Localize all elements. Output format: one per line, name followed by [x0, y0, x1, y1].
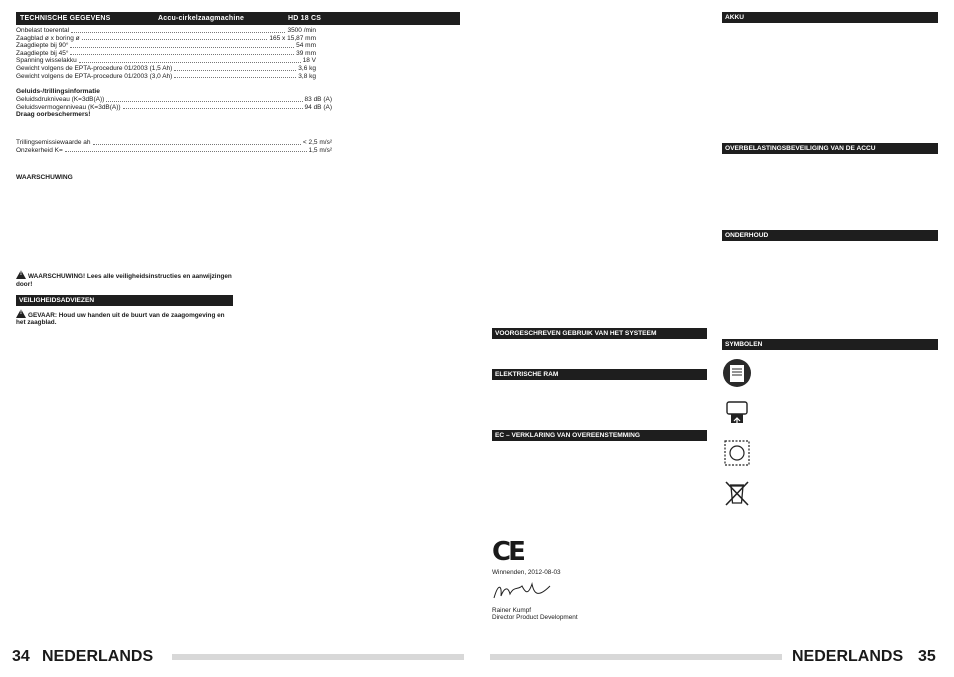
- read-manual-icon: [722, 358, 752, 388]
- dot-leader: [174, 65, 296, 71]
- ear-protection-note: Draag oorbeschermers!: [16, 111, 91, 119]
- symbol-weee: [722, 478, 938, 508]
- technical-data-table: [16, 12, 460, 80]
- vibration-label: Onzekerheid K=: [16, 146, 63, 154]
- footer-left: [12, 648, 464, 666]
- symbol-read-manual: [722, 358, 938, 388]
- dot-leader: [174, 73, 296, 79]
- warning-triangle-icon: [16, 270, 26, 279]
- dot-leader: [106, 96, 302, 102]
- section-overload: OVERBELASTINGSBEVEILIGING VAN DE ACCU: [722, 143, 938, 154]
- spec-label: Zaagdiepte bij 45°: [16, 49, 69, 57]
- spec-row: [16, 73, 316, 81]
- spec-value: 3500 /min: [287, 27, 316, 34]
- column-1: [16, 84, 332, 330]
- dot-leader: [82, 35, 268, 41]
- warning-paragraph: !WAARSCHUWING! Lees alle veiligheidsinstructies en aanwijzingen door!: [16, 270, 233, 288]
- page-number-right: 35: [918, 648, 936, 665]
- warning-heading: WAARSCHUWING: [16, 174, 73, 182]
- spec-row: [16, 57, 316, 65]
- section-safety: VEILIGHEIDSADVIEZEN: [16, 295, 233, 306]
- section-symbols: SYMBOLEN: [722, 339, 938, 350]
- dot-leader: [65, 147, 307, 153]
- accessory-icon: [722, 438, 752, 468]
- spec-value: 18 V: [302, 57, 316, 65]
- spec-value: 54 mm: [296, 42, 316, 50]
- product-type: Accu-cirkelzaagmachine: [158, 15, 245, 22]
- footer-rule-left: [172, 654, 464, 660]
- signatory-role: Director Product Development: [492, 614, 578, 622]
- language-label-left: NEDERLANDS: [42, 648, 154, 665]
- spec-value: 3,8 kg: [298, 72, 316, 80]
- crossed-bin-icon: [722, 478, 752, 508]
- technical-data-title: TECHNISCHE GEGEVENS: [20, 15, 111, 22]
- language-label-right: NEDERLANDS: [792, 648, 904, 665]
- dot-leader: [70, 42, 294, 48]
- vibration-row: [16, 147, 332, 155]
- dot-leader: [93, 139, 301, 145]
- ce-mark: CE: [492, 537, 523, 567]
- noise-label: Geluidsvermogenniveau (K=3dB(A)): [16, 103, 121, 111]
- symbols-list: [722, 358, 938, 508]
- spec-row: [16, 50, 316, 58]
- spec-value: 3,6 kg: [298, 64, 316, 72]
- spec-label: Gewicht volgens de EPTA-procedure 01/2003 (3,0 Ah): [16, 72, 173, 80]
- declaration-place-date: Winnenden, 2012-08-03: [492, 569, 561, 576]
- technical-data-rows: [16, 25, 316, 80]
- page-number-left: 34: [12, 648, 30, 665]
- spec-label: Zaagblad ø x boring ø: [16, 34, 80, 42]
- spec-row: [16, 42, 316, 50]
- spec-label: Spanning wisselakku: [16, 57, 77, 65]
- spec-label: Onbelast toerental: [16, 27, 70, 34]
- vibration-rows: [16, 139, 332, 154]
- section-intended-use: VOORGESCHREVEN GEBRUIK VAN HET SYSTEEM: [492, 328, 707, 339]
- section-battery: AKKU: [722, 12, 938, 23]
- noise-label: Geluidsdrukniveau (K=3dB(A)): [16, 96, 105, 103]
- danger-triangle-icon: [16, 309, 26, 318]
- symbol-remove-battery: [722, 398, 938, 428]
- dot-leader: [70, 50, 294, 56]
- spec-value: 165 x 15,87 mm: [269, 34, 316, 42]
- danger-paragraph: !GEVAAR: Houd uw handen uit de buurt van de zaagomgeving en het zaagblad.: [16, 309, 233, 327]
- noise-value: 83 dB (A): [304, 96, 332, 103]
- noise-rows: [16, 96, 332, 111]
- spec-label: Zaagdiepte bij 90°: [16, 42, 69, 50]
- spec-value: 39 mm: [296, 49, 316, 57]
- spec-row: [16, 65, 316, 73]
- section-ec-declaration: EC – VERKLARING VAN OVEREENSTEMMING: [492, 430, 707, 441]
- spec-label: Gewicht volgens de EPTA-procedure 01/2003 (1,5 Ah): [16, 64, 173, 72]
- remove-battery-icon: [722, 398, 752, 428]
- technical-data-header: [16, 12, 460, 25]
- noise-heading: Geluids-/trillingsinformatie: [16, 88, 100, 95]
- vibration-value: < 2,5 m/s²: [302, 139, 332, 147]
- column-3: [492, 12, 707, 622]
- noise-row: [16, 96, 332, 104]
- symbol-accessory: [722, 438, 938, 468]
- vibration-row: [16, 139, 332, 147]
- vibration-label: Trillingsemissiewaarde ah: [16, 139, 91, 147]
- vibration-value: 1,5 m/s²: [308, 146, 332, 154]
- signature-image: [492, 580, 552, 602]
- noise-value: 94 dB (A): [304, 103, 332, 111]
- section-electrical: ELEKTRISCHE RAM: [492, 369, 707, 380]
- footer-rule-right: [490, 654, 782, 660]
- dot-leader: [123, 104, 303, 110]
- footer-right: [490, 648, 942, 666]
- dot-leader: [71, 27, 285, 33]
- signatory-name: Rainer Kumpf: [492, 606, 532, 614]
- spec-row: [16, 27, 316, 35]
- section-maintenance: ONDERHOUD: [722, 230, 938, 241]
- model-name: HD 18 CS: [288, 15, 322, 22]
- dot-leader: [79, 57, 301, 63]
- column-4: [722, 12, 938, 518]
- noise-row: [16, 104, 332, 112]
